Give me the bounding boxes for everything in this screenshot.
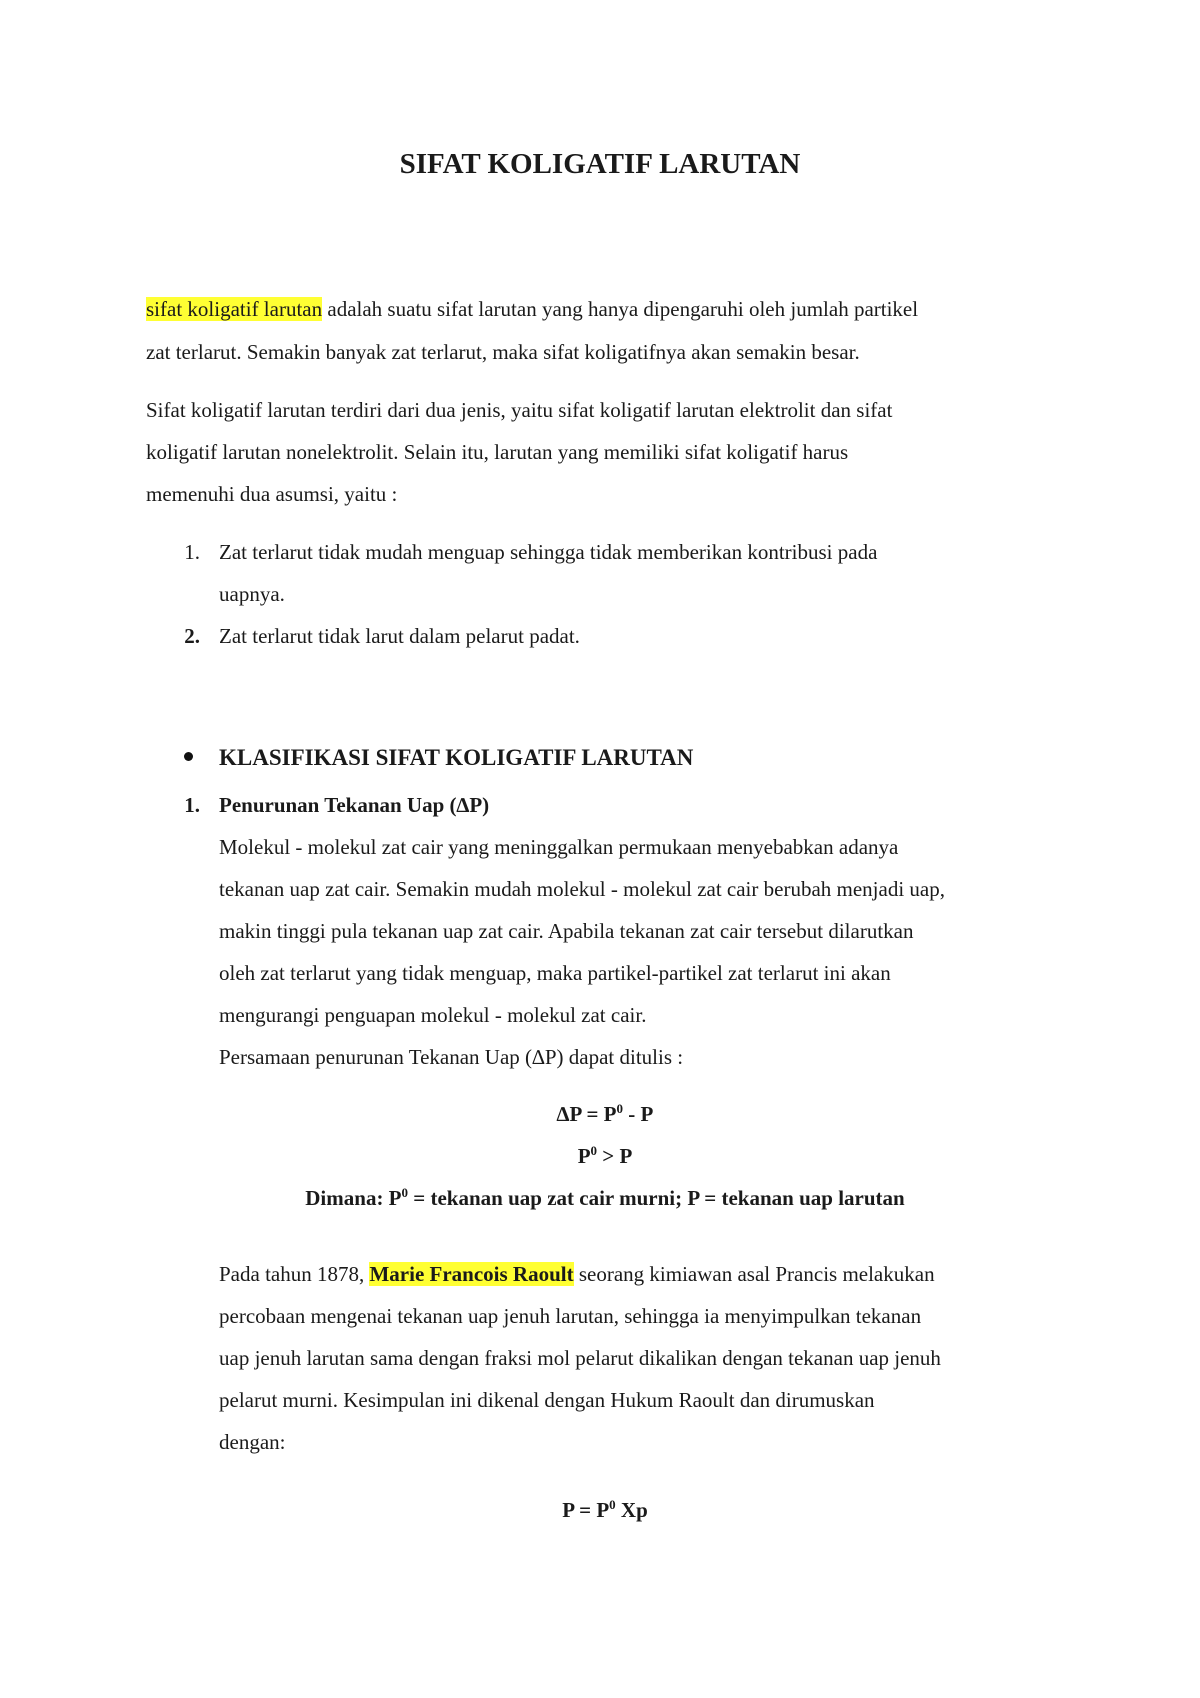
- list-number: 2.: [184, 624, 200, 648]
- body-line: mengurangi penguapan molekul - molekul zat cair.: [219, 1003, 647, 1027]
- assumption-2-line-1: Zat terlarut tidak larut dalam pelarut padat.: [219, 624, 580, 648]
- body-line: Molekul - molekul zat cair yang meninggalkan permukaan menyebabkan adanya: [219, 835, 899, 859]
- body-line: tekanan uap zat cair. Semakin mudah molekul - molekul zat cair berubah menjadi uap,: [219, 877, 945, 901]
- body-line: Persamaan penurunan Tekanan Uap (∆P) dapat ditulis :: [219, 1045, 684, 1069]
- formula-inequality: $P^0 > P$: [577, 1143, 633, 1168]
- body-line: uap jenuh larutan sama dengan fraksi mol pelarut dikalikan dengan tekanan uap jenuh: [219, 1346, 941, 1370]
- formula-delta-p: $\Delta P = P^0 - P$: [556, 1101, 654, 1126]
- body-line: dengan:: [219, 1430, 286, 1454]
- assumption-1-line-1: Zat terlarut tidak mudah menguap sehingga tidak memberikan kontribusi pada: [219, 540, 878, 564]
- para2-line-3: memenuhi dua asumsi, yaitu :: [146, 482, 398, 506]
- page-title: SIFAT KOLIGATIF LARUTAN: [399, 148, 801, 180]
- section-heading: KLASIFIKASI SIFAT KOLIGATIF LARUTAN: [219, 745, 694, 770]
- raoult-line-1: Pada tahun 1878, Marie Francois Raoult seorang kimiawan asal Prancis melakukan: [219, 1262, 935, 1286]
- body-line: pelarut murni. Kesimpulan ini dikenal dengan Hukum Raoult dan dirumuskan: [219, 1388, 875, 1412]
- body-line: makin tinggi pula tekanan uap zat cair. Apabila tekanan zat cair tersebut dilarutkan: [219, 919, 914, 943]
- intro-line-2: zat terlarut. Semakin banyak zat terlarut, maka sifat koligatifnya akan semakin besar.: [146, 340, 860, 364]
- bullet-icon: [184, 752, 193, 761]
- highlighted-term: sifat koligatif larutan: [146, 297, 323, 321]
- formula-raoult: $P = P^0$ Xp: [562, 1497, 648, 1522]
- formula-definitions: Dimana: $P^0$ = tekanan uap zat cair murni; P = tekanan uap larutan: [305, 1185, 905, 1210]
- body-line: oleh zat terlarut yang tidak menguap, maka partikel-partikel zat terlarut ini akan: [219, 961, 891, 985]
- para2-line-1: Sifat koligatif larutan terdiri dari dua jenis, yaitu sifat koligatif larutan elektrolit dan sifat: [146, 398, 893, 422]
- highlighted-name: Marie Francois Raoult: [369, 1262, 574, 1286]
- intro-line-1: sifat koligatif larutan adalah suatu sifat larutan yang hanya dipengaruhi oleh jumlah partikel: [146, 297, 919, 321]
- assumption-1-line-2: uapnya.: [219, 582, 285, 606]
- subsection-number: 1.: [184, 793, 200, 817]
- subsection-title: Penurunan Tekanan Uap (∆P): [219, 793, 490, 817]
- para2-line-2: koligatif larutan nonelektrolit. Selain itu, larutan yang memiliki sifat koligatif harus: [146, 440, 849, 464]
- list-number: 1.: [184, 540, 200, 564]
- body-line: percobaan mengenai tekanan uap jenuh larutan, sehingga ia menyimpulkan tekanan: [219, 1304, 922, 1328]
